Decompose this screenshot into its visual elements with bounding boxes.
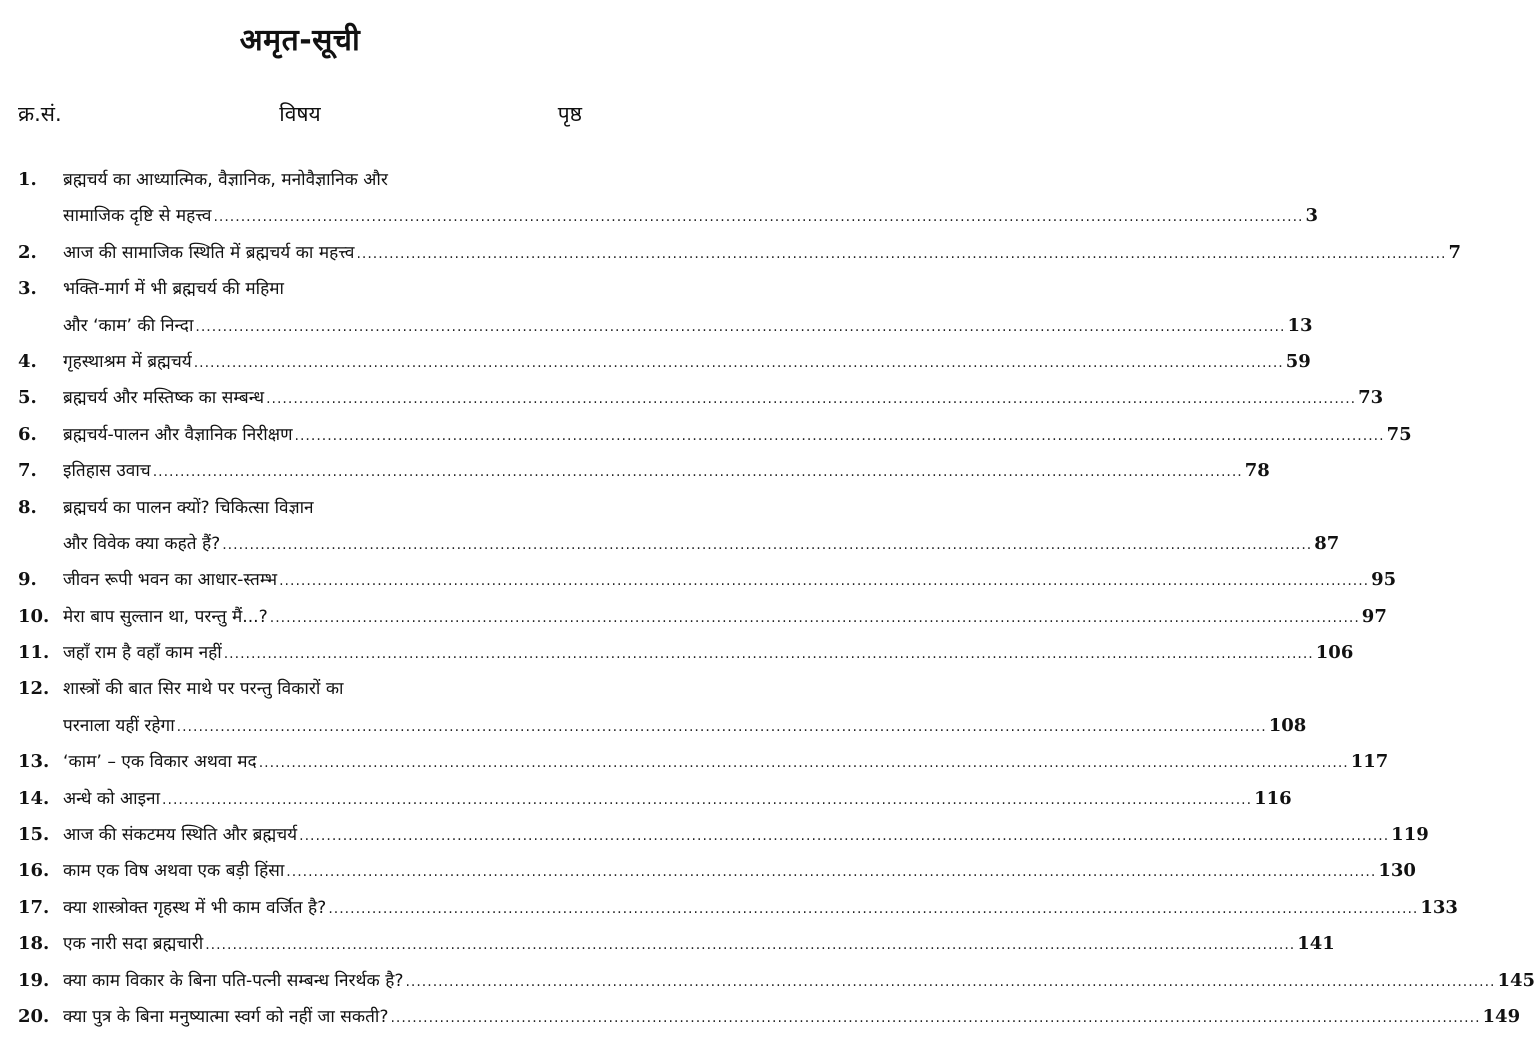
toc-entry-number: 6. — [18, 423, 37, 445]
toc-entry-line — [0, 635, 1354, 671]
toc-entry-line — [0, 271, 600, 307]
toc-entry-page: 75 — [1386, 423, 1412, 445]
toc-entry-line — [0, 890, 1458, 926]
toc-entry-line — [0, 490, 600, 526]
toc-entry-page: 116 — [1254, 787, 1292, 809]
toc-entry-title: आज की सामाजिक स्थिति में ब्रह्मचर्य का महत्त्व — [63, 242, 355, 263]
toc-entry-title: काम एक विष अथवा एक बड़ी हिंसा — [63, 861, 285, 882]
toc-entry-number: 14. — [18, 787, 50, 809]
toc-entry-line — [0, 562, 1397, 598]
toc-header — [0, 100, 600, 130]
dot-leader: ........................................................................................................................................................................................................ — [213, 209, 1304, 226]
toc-entry-title: परनाला यहीं रहेगा — [63, 715, 175, 736]
toc-entry-page: 59 — [1285, 350, 1311, 372]
toc-entry — [0, 453, 1270, 489]
toc-entry-line — [0, 198, 1319, 234]
toc-entry-page: 87 — [1314, 532, 1340, 554]
toc-entry — [0, 926, 1335, 962]
toc-entry-page: 78 — [1244, 460, 1270, 482]
dot-leader: ........................................................................................................................................................................................................ — [223, 646, 1314, 663]
toc-entry-title: और ‘काम’ की निन्दा — [63, 315, 194, 336]
toc-entry — [0, 890, 1458, 926]
toc-entry-line — [0, 380, 1384, 416]
toc-entry-line — [0, 599, 1387, 635]
toc-entry-page: 106 — [1315, 642, 1354, 664]
dot-leader: ........................................................................................................................................................................................................ — [205, 937, 1296, 954]
toc-entry-title: ब्रह्मचर्य का आध्यात्मिक, वैज्ञानिक, मनोवैज्ञानिक और — [63, 170, 388, 190]
toc-entry-title: शास्त्रों की बात सिर माथे पर परन्तु विकारों का — [63, 679, 344, 700]
toc-entry-line — [0, 162, 600, 198]
toc-entry — [0, 999, 1521, 1035]
toc-entry — [0, 635, 1354, 671]
toc-entry-page: 149 — [1482, 1005, 1521, 1027]
toc-entry-page: 97 — [1361, 605, 1387, 627]
toc-entry-number: 10. — [18, 605, 50, 627]
toc-entry-title: और विवेक क्या कहते हैं? — [63, 533, 221, 554]
toc-entry-title: सामाजिक दृष्टि से महत्त्व — [63, 206, 212, 227]
header-serial-number: क्र.सं. — [18, 102, 62, 126]
toc-entry-page: 145 — [1497, 969, 1535, 991]
dot-leader: ........................................................................................................................................................................................................ — [152, 464, 1243, 481]
toc-entry-title: ब्रह्मचर्य और मस्तिष्क का सम्बन्ध — [63, 388, 265, 409]
toc-entry-title: इतिहास उवाच — [63, 461, 151, 482]
toc-entry-line — [0, 999, 1521, 1035]
toc-entry-page: 141 — [1297, 933, 1335, 955]
toc-entry-title: ब्रह्मचर्य का पालन क्यों? चिकित्सा विज्ञान — [63, 497, 314, 518]
dot-leader: ........................................................................................................................................................................................................ — [405, 973, 1496, 990]
toc-entry-number: 2. — [18, 241, 37, 263]
dot-leader: ........................................................................................................................................................................................................ — [162, 791, 1253, 808]
toc-entry-number: 12. — [18, 678, 50, 700]
toc-entry-title: गृहस्थाश्रम में ब्रह्मचर्य — [63, 351, 192, 372]
toc-entry-title: अन्धे को आइना — [63, 788, 161, 809]
dot-leader: ........................................................................................................................................................................................................ — [299, 828, 1390, 845]
toc-entry-page: 119 — [1391, 824, 1429, 846]
toc-entry-page: 7 — [1448, 241, 1462, 263]
toc-entry-number: 18. — [18, 933, 50, 955]
dot-leader: ........................................................................................................................................................................................................ — [269, 609, 1360, 626]
toc-entry-number: 20. — [18, 1005, 50, 1027]
toc-entry-number: 16. — [18, 860, 50, 882]
toc-entry-number: 13. — [18, 751, 50, 773]
toc-entry-number: 11. — [18, 642, 50, 664]
toc-entry-number: 5. — [18, 387, 37, 409]
dot-leader: ........................................................................................................................................................................................................ — [390, 1009, 1481, 1026]
toc-entry-title: भक्ति-मार्ग में भी ब्रह्मचर्य की महिमा — [63, 279, 284, 300]
toc-entry-line — [0, 344, 1311, 380]
toc-entry-page: 117 — [1350, 751, 1389, 773]
toc-entry-line — [0, 708, 1307, 744]
toc-entry-title: एक नारी सदा ब्रह्मचारी — [63, 934, 204, 955]
toc-entry-number: 17. — [18, 896, 50, 918]
header-subject: विषय — [279, 102, 321, 126]
toc-entry — [0, 490, 1340, 563]
toc-entry — [0, 963, 1535, 999]
toc-entry — [0, 671, 1307, 744]
dot-leader: ........................................................................................................................................................................................................ — [266, 391, 1357, 408]
toc-entry-page: 130 — [1378, 860, 1416, 882]
toc-entry — [0, 817, 1429, 853]
dot-leader: ........................................................................................................................................................................................................ — [193, 354, 1284, 371]
toc-entry-title: जहाँ राम है वहाँ काम नहीं — [63, 643, 222, 664]
toc-entry-page: 108 — [1268, 714, 1307, 736]
toc-entry-number: 8. — [18, 496, 37, 518]
toc-entry-number: 15. — [18, 824, 50, 846]
dot-leader: ........................................................................................................................................................................................................ — [195, 318, 1286, 335]
dot-leader: ........................................................................................................................................................................................................ — [222, 536, 1313, 553]
toc-entry — [0, 344, 1311, 380]
toc-entry-line — [0, 308, 1313, 344]
toc-entry — [0, 853, 1416, 889]
toc-entry-line — [0, 526, 1340, 562]
toc-entry-line — [0, 671, 600, 707]
dot-leader: ........................................................................................................................................................................................................ — [328, 900, 1419, 917]
table-of-contents — [0, 162, 1535, 1035]
toc-entry-line — [0, 817, 1429, 853]
toc-entry-title: आज की संकटमय स्थिति और ब्रह्मचर्य — [63, 825, 298, 846]
toc-entry — [0, 562, 1397, 598]
toc-entry-title: क्या शास्त्रोक्त गृहस्थ में भी काम वर्जित है? — [63, 897, 327, 918]
toc-entry — [0, 235, 1462, 271]
toc-entry-line — [0, 453, 1270, 489]
toc-entry-page: 3 — [1305, 205, 1319, 227]
toc-entry-line — [0, 235, 1462, 271]
toc-entry-number: 9. — [18, 569, 37, 591]
toc-entry-number: 4. — [18, 350, 37, 372]
toc-entry-page: 13 — [1287, 314, 1313, 336]
toc-entry-line — [0, 853, 1416, 889]
toc-entry-line — [0, 963, 1535, 999]
dot-leader: ........................................................................................................................................................................................................ — [258, 755, 1349, 772]
toc-entry-title: ‘काम’ – एक विकार अथवा मद — [63, 752, 257, 773]
toc-entry-number: 19. — [18, 969, 50, 991]
toc-entry-line — [0, 781, 1292, 817]
toc-entry-number: 1. — [18, 169, 37, 190]
toc-entry-number: 3. — [18, 278, 37, 300]
page-title: अमृत-सूची — [239, 23, 361, 58]
toc-entry — [0, 781, 1292, 817]
toc-entry-title: जीवन रूपी भवन का आधार-स्तम्भ — [63, 570, 278, 591]
toc-entry — [0, 271, 1313, 344]
toc-entry-line — [0, 926, 1335, 962]
toc-entry — [0, 417, 1412, 453]
toc-entry — [0, 380, 1384, 416]
toc-entry-page: 95 — [1371, 569, 1397, 591]
toc-entry-line — [0, 744, 1389, 780]
toc-entry-number: 7. — [18, 460, 37, 482]
toc-entry-page: 133 — [1420, 896, 1458, 918]
toc-entry-title: क्या पुत्र के बिना मनुष्यात्मा स्वर्ग को नहीं जा सकती? — [63, 1006, 389, 1027]
toc-entry — [0, 744, 1389, 780]
dot-leader: ........................................................................................................................................................................................................ — [176, 718, 1267, 735]
toc-entry — [0, 162, 1319, 235]
dot-leader: ........................................................................................................................................................................................................ — [286, 864, 1377, 881]
toc-entry-title: क्या काम विकार के बिना पति-पत्नी सम्बन्ध निरर्थक है? — [63, 970, 404, 991]
toc-entry — [0, 599, 1387, 635]
toc-entry-title: ब्रह्मचर्य-पालन और वैज्ञानिक निरीक्षण — [63, 424, 293, 445]
toc-entry-title: मेरा बाप सुल्तान था, परन्तु मैं...? — [63, 606, 268, 627]
dot-leader: ........................................................................................................................................................................................................ — [356, 245, 1447, 262]
toc-entry-line — [0, 417, 1412, 453]
dot-leader: ........................................................................................................................................................................................................ — [279, 573, 1370, 590]
toc-entry-page: 73 — [1358, 387, 1384, 409]
header-page: पृष्ठ — [557, 102, 582, 126]
dot-leader: ........................................................................................................................................................................................................ — [294, 427, 1385, 444]
